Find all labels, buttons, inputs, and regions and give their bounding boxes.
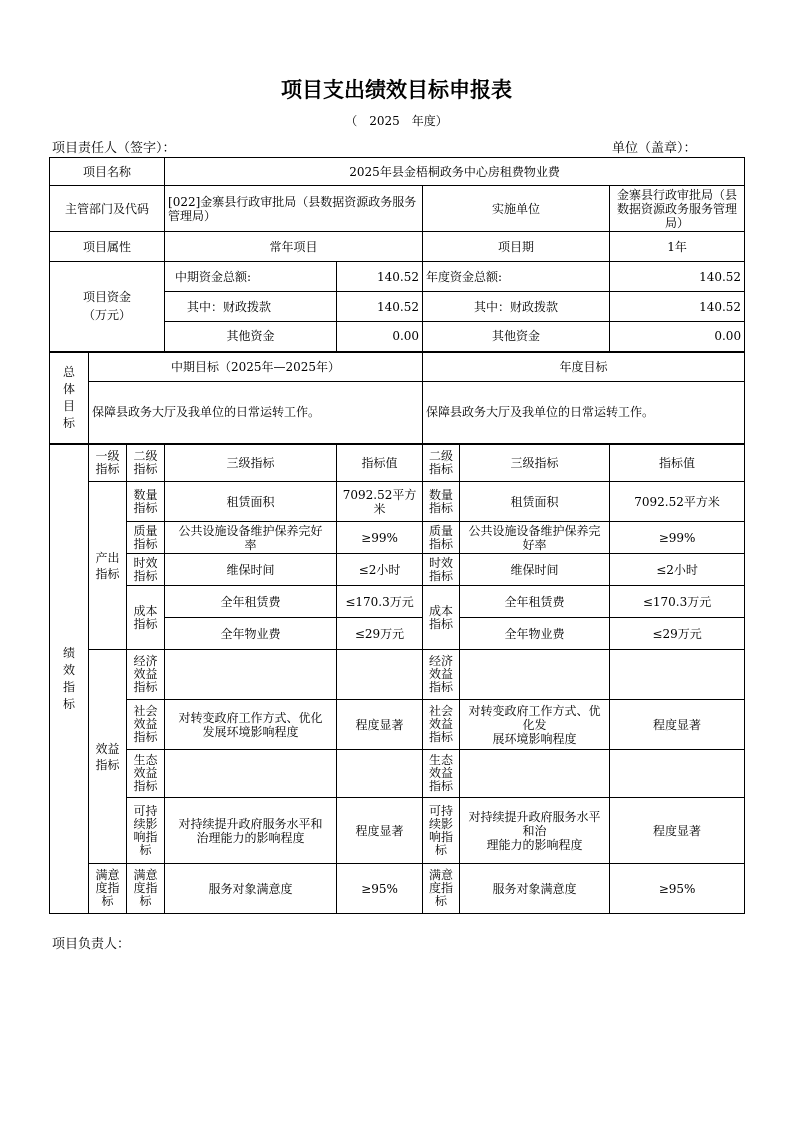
dept-value: [022]金寨县行政审批局（县数据资源政务服务管理局）: [165, 186, 423, 232]
header-value: 指标值: [337, 444, 423, 482]
sustain-l2-annual: 可持 续影 响指 标: [423, 798, 460, 864]
mid-fiscal-label: 其中：财政拨款: [165, 292, 337, 322]
mid-fiscal-value: 140.52: [337, 292, 423, 322]
annual-other-value: 0.00: [610, 322, 745, 352]
satis-l2: 满意 度指 标: [127, 864, 165, 914]
impl-unit-value: 金寨县行政审批局（县数据资源政务服务管理局）: [610, 186, 745, 232]
sustain-l3-annual: 对持续提升政府服务水平和治 理能力的影响程度: [460, 798, 610, 864]
time-l2-annual: 时效 指标: [423, 554, 460, 586]
mid-total-value: 140.52: [337, 262, 423, 292]
social-l2: 社会 效益 指标: [127, 700, 165, 750]
time-value-annual: ≤2小时: [610, 554, 745, 586]
cost-property-value: ≤29万元: [337, 618, 423, 650]
satis-l3-annual: 服务对象满意度: [460, 864, 610, 914]
project-attr-label: 项目属性: [50, 232, 165, 262]
social-l2-annual: 社会 效益 指标: [423, 700, 460, 750]
sustain-value-annual: 程度显著: [610, 798, 745, 864]
satisfaction-indicators-label: 满意 度指 标: [89, 864, 127, 914]
project-period-label: 项目期: [423, 232, 610, 262]
eco-value-annual: [610, 750, 745, 798]
project-period-value: 1年: [610, 232, 745, 262]
eco-l2: 生态 效益 指标: [127, 750, 165, 798]
satis-value-annual: ≥95%: [610, 864, 745, 914]
econ-value-annual: [610, 650, 745, 700]
eco-value: [337, 750, 423, 798]
project-name-label: 项目名称: [50, 158, 165, 186]
social-value: 程度显著: [337, 700, 423, 750]
page-title: 项目支出绩效目标申报表: [281, 78, 512, 102]
econ-l2-annual: 经济 效益 指标: [423, 650, 460, 700]
overall-goal-label: 总 体 目 标: [50, 352, 89, 444]
social-l3: 对转变政府工作方式、优化 发展环境影响程度: [165, 700, 337, 750]
quality-value: ≥99%: [337, 522, 423, 554]
header-level3: 三级指标: [165, 444, 337, 482]
cost-rent-value: ≤170.3万元: [337, 586, 423, 618]
header-value-annual: 指标值: [610, 444, 745, 482]
qty-value-annual: 7092.52平方米: [610, 482, 745, 522]
project-name-value: 2025年县金梧桐政务中心房租费物业费: [165, 158, 745, 186]
annual-goal-text: 保障县政务大厅及我单位的日常运转工作。: [423, 382, 745, 444]
header-level2-annual: 二级 指标: [423, 444, 460, 482]
cost-rent-l3: 全年租赁费: [165, 586, 337, 618]
dept-label: 主管部门及代码: [50, 186, 165, 232]
satis-l3: 服务对象满意度: [165, 864, 337, 914]
eco-l2-annual: 生态 效益 指标: [423, 750, 460, 798]
time-value: ≤2小时: [337, 554, 423, 586]
social-l3-annual: 对转变政府工作方式、优化发 展环境影响程度: [460, 700, 610, 750]
quality-l2: 质量 指标: [127, 522, 165, 554]
header-level3-annual: 三级指标: [460, 444, 610, 482]
annual-fiscal-value: 140.52: [610, 292, 745, 322]
sustain-l2: 可持 续影 响指 标: [127, 798, 165, 864]
mid-total-label: 中期资金总额:: [165, 262, 337, 292]
econ-l3: [165, 650, 337, 700]
eco-l3: [165, 750, 337, 798]
quality-l3: 公共设施设备维护保养完好 率: [165, 522, 337, 554]
mid-other-label: 其他资金: [165, 322, 337, 352]
qty-l3-annual: 租赁面积: [460, 482, 610, 522]
responsible-signature-label: 项目责任人（签字）：: [52, 141, 176, 156]
qty-l2-annual: 数量 指标: [423, 482, 460, 522]
cost-property-l3-annual: 全年物业费: [460, 618, 610, 650]
quality-l2-annual: 质量 指标: [423, 522, 460, 554]
quality-value-annual: ≥99%: [610, 522, 745, 554]
output-indicators-label: 产出 指标: [89, 482, 127, 650]
impl-unit-label: 实施单位: [423, 186, 610, 232]
qty-l3: 租赁面积: [165, 482, 337, 522]
cost-rent-l3-annual: 全年租赁费: [460, 586, 610, 618]
annual-goal-header: 年度目标: [423, 352, 745, 382]
annual-total-value: 140.52: [610, 262, 745, 292]
time-l3: 维保时间: [165, 554, 337, 586]
satis-l2-annual: 满意 度指 标: [423, 864, 460, 914]
annual-fiscal-label: 其中：财政拨款: [423, 292, 610, 322]
cost-l2: 成本 指标: [127, 586, 165, 650]
econ-l2: 经济 效益 指标: [127, 650, 165, 700]
mid-other-value: 0.00: [337, 322, 423, 352]
cost-l2-annual: 成本 指标: [423, 586, 460, 650]
satis-value: ≥95%: [337, 864, 423, 914]
qty-l2: 数量 指标: [127, 482, 165, 522]
funds-label: 项目资金 （万元）: [50, 262, 165, 352]
quality-l3-annual: 公共设施设备维护保养完好率: [460, 522, 610, 554]
cost-property-l3: 全年物业费: [165, 618, 337, 650]
qty-value: 7092.52平方 米: [337, 482, 423, 522]
mid-goal-header: 中期目标（2025年—2025年）: [89, 352, 423, 382]
time-l2: 时效 指标: [127, 554, 165, 586]
header-level1: 一级 指标: [89, 444, 127, 482]
mid-goal-text: 保障县政务大厅及我单位的日常运转工作。: [89, 382, 423, 444]
eco-l3-annual: [460, 750, 610, 798]
econ-value: [337, 650, 423, 700]
header-level2: 二级 指标: [127, 444, 165, 482]
cost-rent-value-annual: ≤170.3万元: [610, 586, 745, 618]
unit-seal-label: 单位（盖章）：: [612, 141, 697, 156]
year-line: （ 2025 年度）: [345, 114, 448, 128]
social-value-annual: 程度显著: [610, 700, 745, 750]
perf-indicators-label: 绩 效 指 标: [50, 444, 89, 914]
benefit-indicators-label: 效益 指标: [89, 650, 127, 864]
annual-total-label: 年度资金总额:: [423, 262, 610, 292]
sustain-l3: 对持续提升政府服务水平和 治理能力的影响程度: [165, 798, 337, 864]
cost-property-value-annual: ≤29万元: [610, 618, 745, 650]
performance-goal-table: [49, 157, 745, 914]
project-attr-value: 常年项目: [165, 232, 423, 262]
time-l3-annual: 维保时间: [460, 554, 610, 586]
annual-other-label: 其他资金: [423, 322, 610, 352]
econ-l3-annual: [460, 650, 610, 700]
project-lead-label: 项目负责人：: [52, 937, 131, 952]
sustain-value: 程度显著: [337, 798, 423, 864]
